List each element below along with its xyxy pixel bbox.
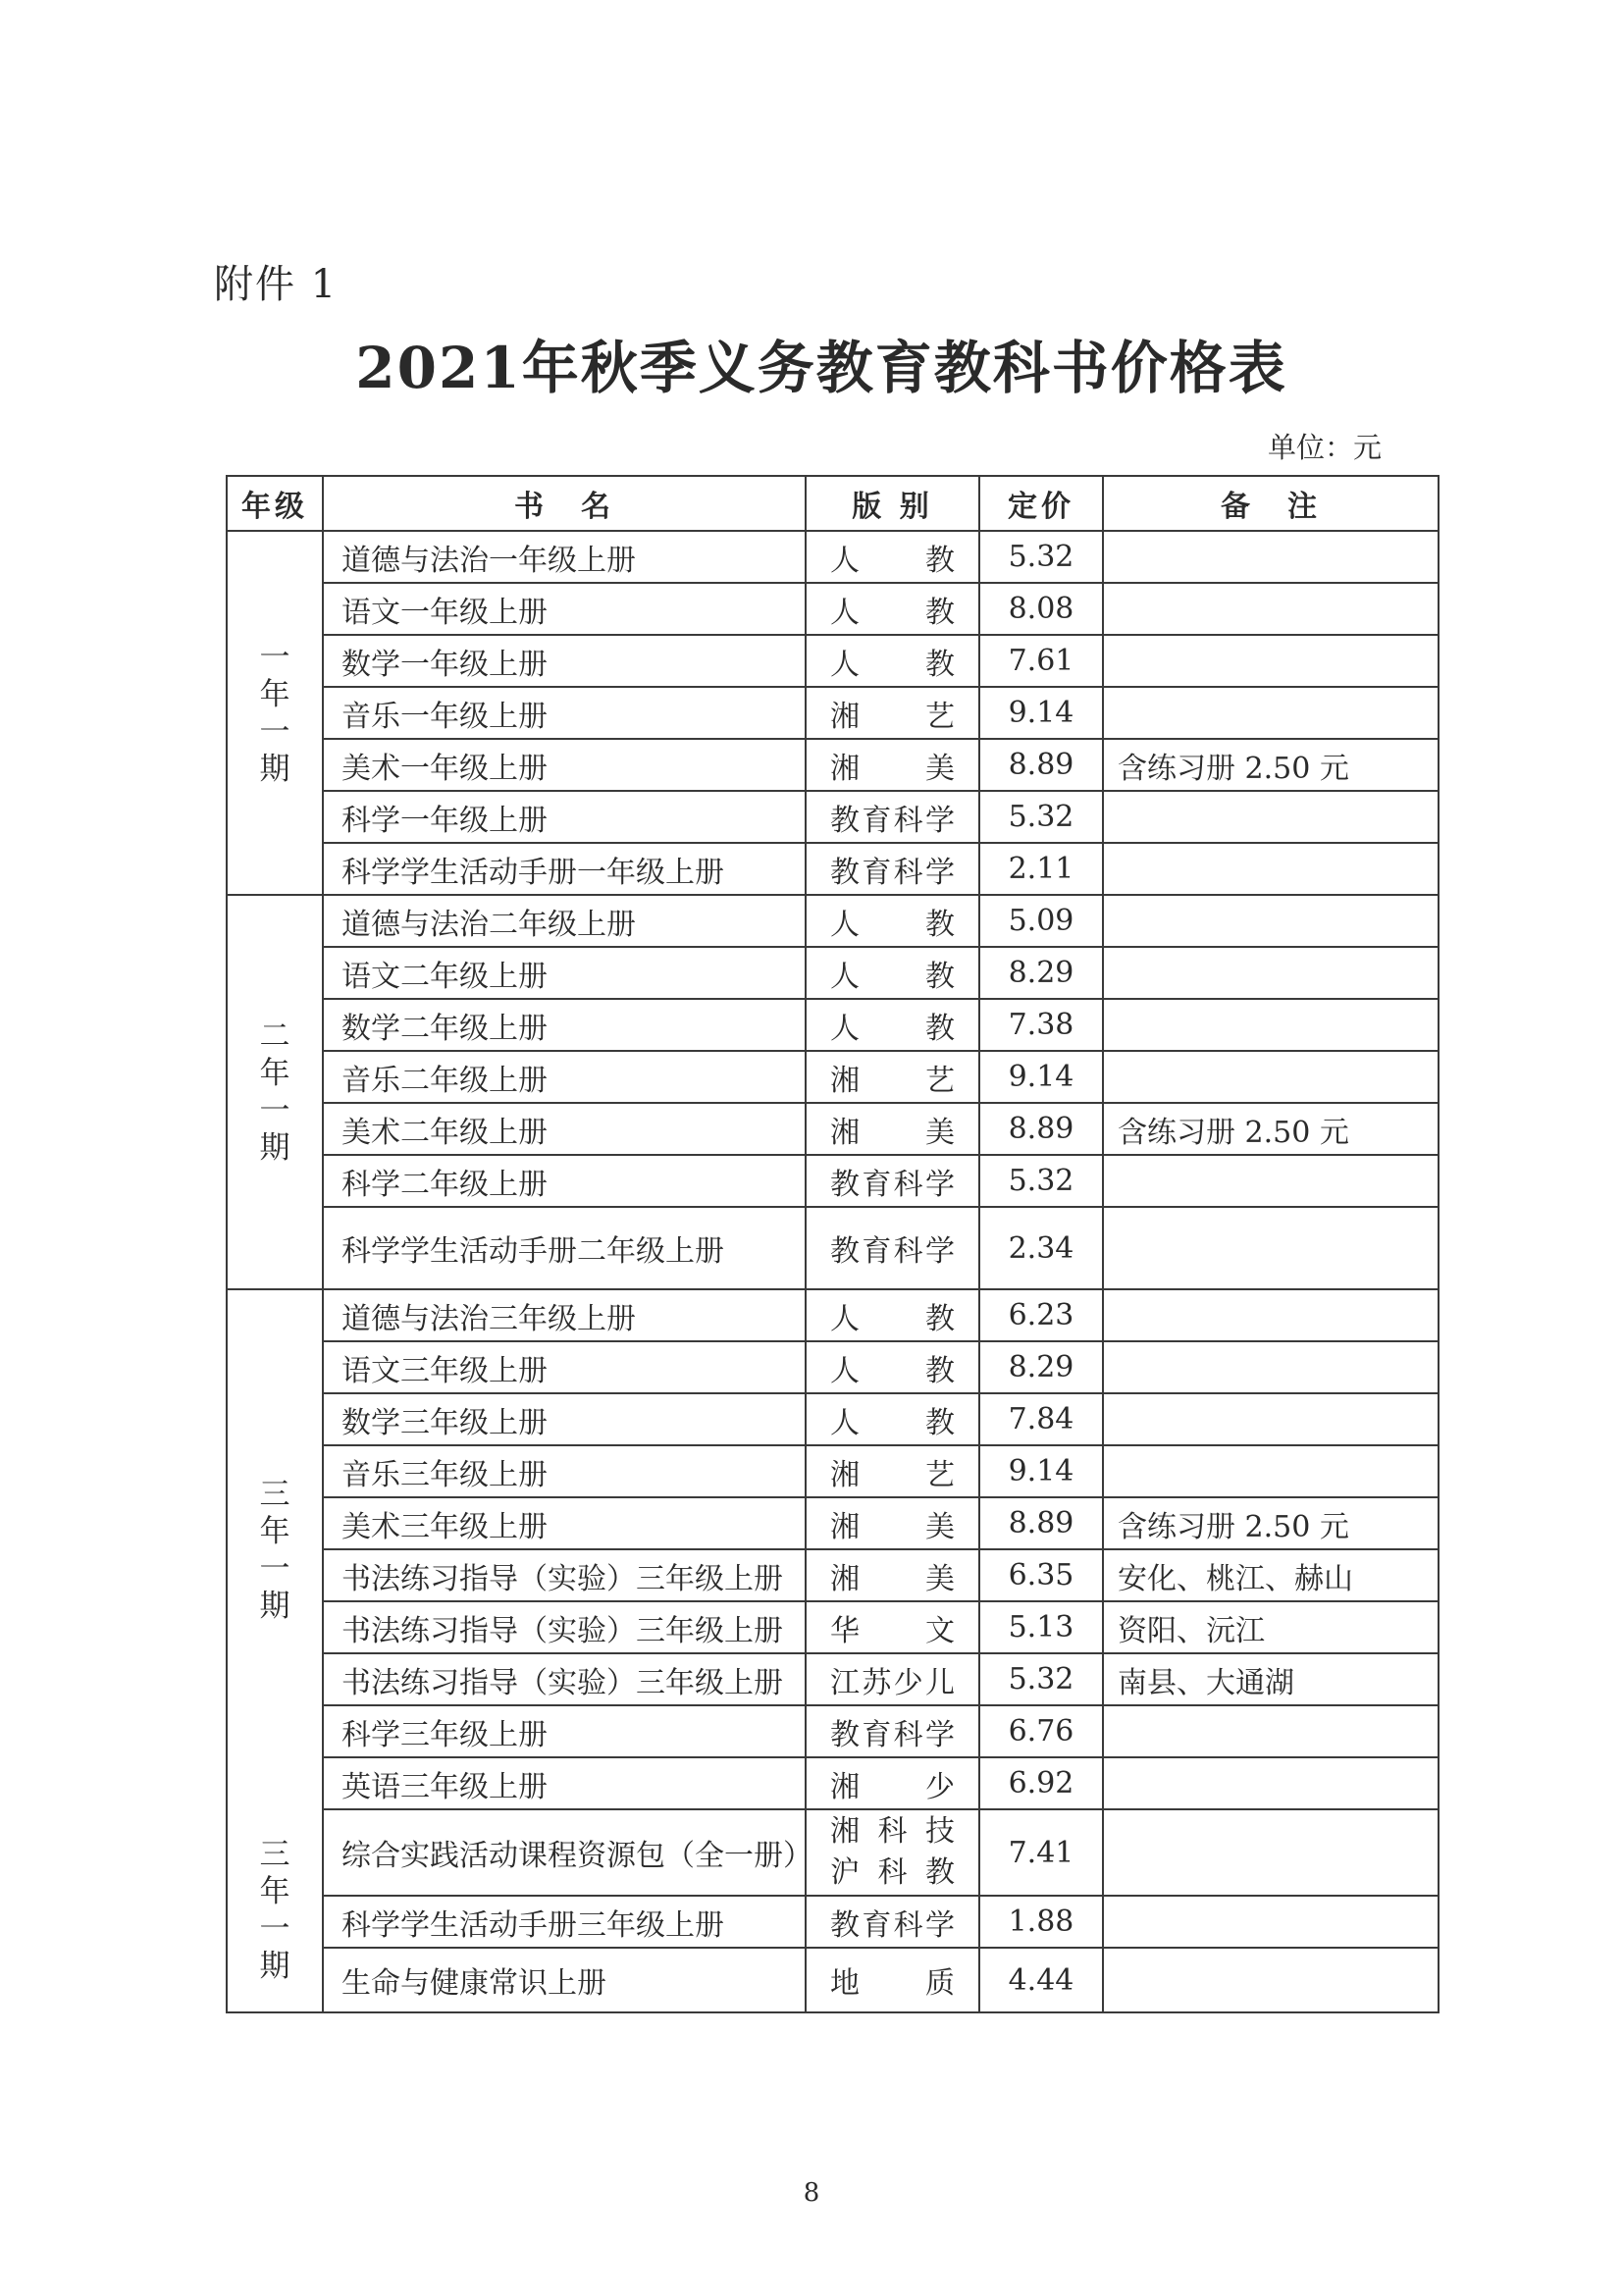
price-cell: 7.38: [979, 999, 1103, 1051]
edition-label: 人教: [830, 959, 955, 994]
note-cell: [1103, 583, 1439, 635]
edition-label-secondary: 沪科教: [830, 1855, 955, 1890]
attachment-label: 附件 1: [214, 262, 339, 307]
note-cell: 含练习册 2.50 元: [1103, 739, 1439, 791]
price-cell: 4.44: [979, 1948, 1103, 2012]
price-cell: 8.29: [979, 947, 1103, 999]
note-cell: [1103, 999, 1439, 1051]
price-cell: 6.35: [979, 1549, 1103, 1601]
edition-cell: [806, 1948, 979, 2012]
book-name-cell: 数学一年级上册: [323, 635, 806, 687]
edition-cell: [806, 583, 979, 635]
book-name-cell: 音乐二年级上册: [323, 1051, 806, 1103]
note-cell: [1103, 895, 1439, 947]
note-cell: [1103, 1757, 1439, 1809]
note-cell: [1103, 1289, 1439, 1341]
note-cell: [1103, 531, 1439, 583]
book-name-cell: 生命与健康常识上册: [323, 1948, 806, 2012]
edition-cell: [806, 1445, 979, 1497]
edition-label: 人教: [830, 1011, 955, 1046]
price-table: [226, 475, 1440, 2013]
page-number: 8: [803, 2178, 820, 2208]
book-name-cell: 美术二年级上册: [323, 1103, 806, 1155]
header-grade: 年级: [227, 476, 323, 531]
price-cell: 8.89: [979, 1103, 1103, 1155]
table-row: [227, 531, 1439, 583]
table-row: [227, 739, 1439, 791]
note-cell: [1103, 1341, 1439, 1393]
note-cell: [1103, 947, 1439, 999]
edition-label: 湘艺: [830, 699, 955, 734]
note-cell: [1103, 1155, 1439, 1207]
table-row: [227, 687, 1439, 739]
table-row: [227, 1155, 1439, 1207]
book-name-cell: 综合实践活动课程资源包（全一册）: [323, 1809, 806, 1896]
price-table-body: [227, 476, 1439, 2012]
edition-cell: [806, 1289, 979, 1341]
book-name-cell: 科学一年级上册: [323, 791, 806, 843]
edition-cell: [806, 1705, 979, 1757]
grade-label: 一年一期: [259, 639, 290, 787]
table-row: [227, 1103, 1439, 1155]
note-cell: [1103, 1948, 1439, 2012]
table-row: [227, 1051, 1439, 1103]
price-cell: 8.08: [979, 583, 1103, 635]
book-name-cell: 科学学生活动手册一年级上册: [323, 843, 806, 895]
book-name-cell: 道德与法治一年级上册: [323, 531, 806, 583]
edition-label: 人教: [830, 1353, 955, 1388]
price-cell: 6.23: [979, 1289, 1103, 1341]
table-row: [227, 1289, 1439, 1341]
edition-label: 江苏少儿: [830, 1665, 955, 1700]
book-name-cell: 书法练习指导（实验）三年级上册: [323, 1601, 806, 1653]
price-cell: 9.14: [979, 1051, 1103, 1103]
grade-cell: [227, 1809, 323, 2012]
price-cell: 8.89: [979, 1497, 1103, 1549]
note-cell: [1103, 1896, 1439, 1948]
table-row: [227, 1207, 1439, 1289]
book-name-cell: 美术三年级上册: [323, 1497, 806, 1549]
note-cell: [1103, 1207, 1439, 1289]
edition-cell: [806, 843, 979, 895]
price-cell: 7.61: [979, 635, 1103, 687]
edition-cell: [806, 791, 979, 843]
table-row: [227, 843, 1439, 895]
table-row: [227, 791, 1439, 843]
edition-cell: [806, 1896, 979, 1948]
book-name-cell: 数学三年级上册: [323, 1393, 806, 1445]
note-cell: [1103, 635, 1439, 687]
edition-cell: [806, 1155, 979, 1207]
edition-cell: [806, 895, 979, 947]
page-title: 2021年秋季义务教育教科书价格表: [355, 335, 1287, 401]
price-cell: 2.11: [979, 843, 1103, 895]
edition-label: 人教: [830, 543, 955, 578]
table-row: [227, 1653, 1439, 1705]
edition-cell: [806, 1341, 979, 1393]
table-row: [227, 1445, 1439, 1497]
edition-label: 湘美: [830, 1115, 955, 1150]
book-name-cell: 道德与法治三年级上册: [323, 1289, 806, 1341]
note-cell: 含练习册 2.50 元: [1103, 1103, 1439, 1155]
grade-label: 三年一期: [259, 1837, 290, 1984]
book-name-cell: 道德与法治二年级上册: [323, 895, 806, 947]
edition-cell: [806, 1549, 979, 1601]
table-row: [227, 583, 1439, 635]
table-row: [227, 947, 1439, 999]
note-cell: 资阳、沅江: [1103, 1601, 1439, 1653]
table-row: [227, 1705, 1439, 1757]
table-row: [227, 1809, 1439, 1896]
note-cell: [1103, 1809, 1439, 1896]
note-cell: 含练习册 2.50 元: [1103, 1497, 1439, 1549]
note-cell: [1103, 791, 1439, 843]
book-name-cell: 英语三年级上册: [323, 1757, 806, 1809]
note-cell: [1103, 843, 1439, 895]
table-row: [227, 1896, 1439, 1948]
edition-label: 教育科学: [830, 1167, 955, 1202]
edition-cell: [806, 1051, 979, 1103]
edition-label: 人教: [830, 647, 955, 682]
table-row: [227, 1948, 1439, 2012]
grade-cell: [227, 895, 323, 1289]
edition-cell: [806, 1207, 979, 1289]
book-name-cell: 音乐一年级上册: [323, 687, 806, 739]
book-name-cell: 美术一年级上册: [323, 739, 806, 791]
price-cell: 5.32: [979, 531, 1103, 583]
note-cell: 安化、桃江、赫山: [1103, 1549, 1439, 1601]
header-note: 备 注: [1103, 476, 1439, 531]
edition-label: 湘美: [830, 1561, 955, 1596]
table-row: [227, 1393, 1439, 1445]
price-cell: 7.84: [979, 1393, 1103, 1445]
grade-cell: [227, 1289, 323, 1809]
edition-cell: [806, 1497, 979, 1549]
edition-label: 地质: [830, 1966, 955, 2001]
price-cell: 5.09: [979, 895, 1103, 947]
edition-label: 教育科学: [830, 803, 955, 838]
edition-label: 教育科学: [830, 1717, 955, 1752]
edition-label: 湘科技: [830, 1814, 955, 1849]
note-cell: [1103, 1393, 1439, 1445]
note-cell: [1103, 1445, 1439, 1497]
grade-label: 二年一期: [259, 1018, 290, 1166]
edition-cell: [806, 1103, 979, 1155]
unit-label: 单位：元: [1267, 431, 1382, 464]
price-cell: 5.32: [979, 1653, 1103, 1705]
edition-cell: [806, 1601, 979, 1653]
table-header-row: [227, 476, 1439, 531]
price-cell: 6.92: [979, 1757, 1103, 1809]
book-name-cell: 科学二年级上册: [323, 1155, 806, 1207]
price-cell: 7.41: [979, 1809, 1103, 1896]
header-name: 书 名: [323, 476, 806, 531]
price-cell: 9.14: [979, 687, 1103, 739]
price-cell: 8.89: [979, 739, 1103, 791]
table-row: [227, 895, 1439, 947]
edition-label: 湘美: [830, 1509, 955, 1544]
table-row: [227, 1341, 1439, 1393]
edition-label: 华文: [830, 1613, 955, 1648]
edition-cell: [806, 1809, 979, 1896]
edition-label: 湘少: [830, 1769, 955, 1804]
edition-label: 湘艺: [830, 1063, 955, 1098]
edition-cell: [806, 1757, 979, 1809]
table-row: [227, 999, 1439, 1051]
edition-label: 教育科学: [830, 1907, 955, 1943]
price-cell: 5.32: [979, 1155, 1103, 1207]
book-name-cell: 科学学生活动手册三年级上册: [323, 1896, 806, 1948]
price-cell: 1.88: [979, 1896, 1103, 1948]
edition-label: 人教: [830, 1301, 955, 1336]
edition-label: 人教: [830, 1405, 955, 1440]
price-cell: 6.76: [979, 1705, 1103, 1757]
edition-cell: [806, 635, 979, 687]
table-row: [227, 1497, 1439, 1549]
book-name-cell: 语文三年级上册: [323, 1341, 806, 1393]
book-name-cell: 科学学生活动手册二年级上册: [323, 1207, 806, 1289]
book-name-cell: 语文二年级上册: [323, 947, 806, 999]
price-cell: 8.29: [979, 1341, 1103, 1393]
header-price: 定价: [979, 476, 1103, 531]
edition-cell: [806, 531, 979, 583]
book-name-cell: 书法练习指导（实验）三年级上册: [323, 1549, 806, 1601]
book-name-cell: 书法练习指导（实验）三年级上册: [323, 1653, 806, 1705]
table-row: [227, 1601, 1439, 1653]
price-cell: 5.32: [979, 791, 1103, 843]
edition-label: 人教: [830, 907, 955, 942]
grade-label: 三年一期: [259, 1476, 290, 1624]
book-name-cell: 语文一年级上册: [323, 583, 806, 635]
note-cell: [1103, 1051, 1439, 1103]
table-row: [227, 1549, 1439, 1601]
grade-cell: [227, 531, 323, 895]
note-cell: [1103, 687, 1439, 739]
note-cell: 南县、大通湖: [1103, 1653, 1439, 1705]
edition-cell: [806, 999, 979, 1051]
edition-cell: [806, 739, 979, 791]
book-name-cell: 科学三年级上册: [323, 1705, 806, 1757]
price-cell: 2.34: [979, 1207, 1103, 1289]
price-cell: 5.13: [979, 1601, 1103, 1653]
edition-label: 人教: [830, 595, 955, 630]
price-cell: 9.14: [979, 1445, 1103, 1497]
table-row: [227, 635, 1439, 687]
edition-label: 湘美: [830, 751, 955, 786]
edition-label: 湘艺: [830, 1457, 955, 1492]
book-name-cell: 数学二年级上册: [323, 999, 806, 1051]
edition-label: 教育科学: [830, 855, 955, 890]
edition-cell: [806, 947, 979, 999]
edition-cell: [806, 687, 979, 739]
edition-label: 教育科学: [830, 1234, 955, 1269]
book-name-cell: 音乐三年级上册: [323, 1445, 806, 1497]
edition-cell: [806, 1393, 979, 1445]
table-row: [227, 1757, 1439, 1809]
note-cell: [1103, 1705, 1439, 1757]
header-edition: 版 别: [806, 476, 979, 531]
edition-cell: [806, 1653, 979, 1705]
